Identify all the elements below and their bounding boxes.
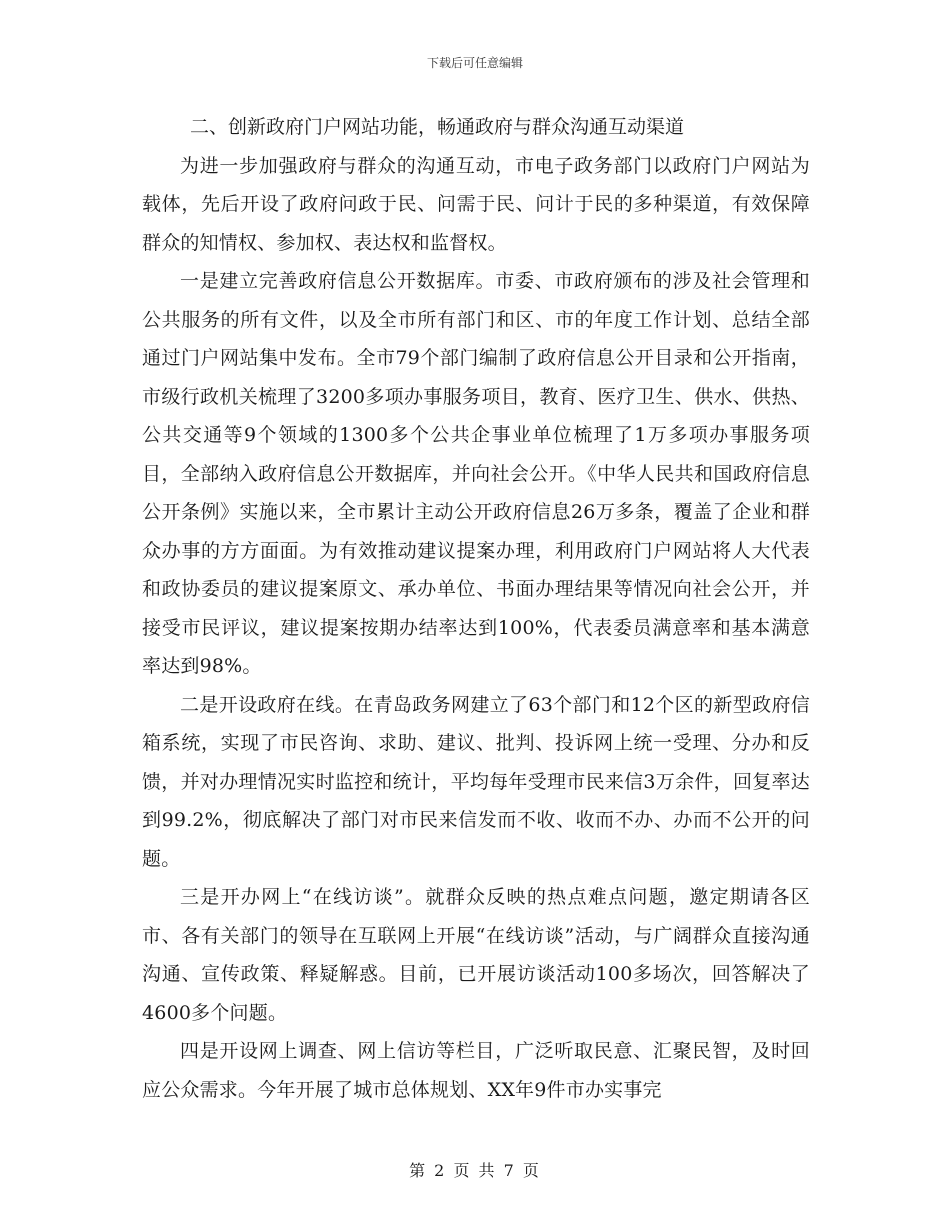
- page-number-footer: 第 2 页 共 7 页: [409, 1161, 541, 1180]
- document-body: [142, 108, 810, 1109]
- paragraph-intro: 为进一步加强政府与群众的沟通互动，市电子政务部门以政府门户网站为载体，先后开设了政府问政于民、问需于民、问计于民的多种渠道，有效保障群众的知情权、参加权、表达权和监督权。: [142, 154, 810, 254]
- paragraph-item-2: 二是开设政府在线。在青岛政务网建立了63个部门和12个区的新型政府信箱系统，实现了市民咨询、求助、建议、批判、投诉网上统一受理、分办和反馈，并对办理情况实时监控和统计，平均每年受理市民来信3万余件，回复率达到99.2%，彻底解决了部门对市民来信发而不收、收而不办、办而不公开的问题。: [142, 693, 810, 870]
- paragraph-item-1: 一是建立完善政府信息公开数据库。市委、市政府颁布的涉及社会管理和公共服务的所有文件，以及全市所有部门和区、市的年度工作计划、总结全部通过门户网站集中发布。全市79个部门编制了政府信息公开目录和公开指南，市级行政机关梳理了3200多项办事服务项目，教育、医疗卫生、供水、供热、公共交通等9个领域的1300多个公共企事业单位梳理了1万多项办事服务项目，全部纳入政府信息公开数据库，并向社会公开。《中华人民共和国政府信息公开条例》实施以来，全市累计主动公开政府信息26万多条，覆盖了企业和群众办事的方方面面。为有效推动建议提案办理，利用政府门户网站将人大代表和政协委员的建议提案原文、承办单位、书面办理结果等情况向社会公开，并接受市民评议，建议提案按期办结率达到100%，代表委员满意率和基本满意率达到98%。: [142, 270, 810, 677]
- section-heading: 二、创新政府门户网站功能，畅通政府与群众沟通互动渠道: [190, 116, 685, 138]
- header-note: 下载后可任意编辑: [426, 56, 523, 70]
- paragraph-item-3: 三是开办网上“在线访谈”。就群众反映的热点难点问题，邀定期请各区市、各有关部门的领导在互联网上开展“在线访谈”活动，与广阔群众直接沟通沟通、宣传政策、释疑解惑。目前，已开展访谈活动100多场次，回答解决了4600多个问题。: [142, 886, 810, 1024]
- paragraph-item-4: 四是开设网上调查、网上信访等栏目，广泛听取民意、汇聚民智，及时回应公众需求。今年开展了城市总体规划、XX年9件市办实事完: [142, 1040, 810, 1101]
